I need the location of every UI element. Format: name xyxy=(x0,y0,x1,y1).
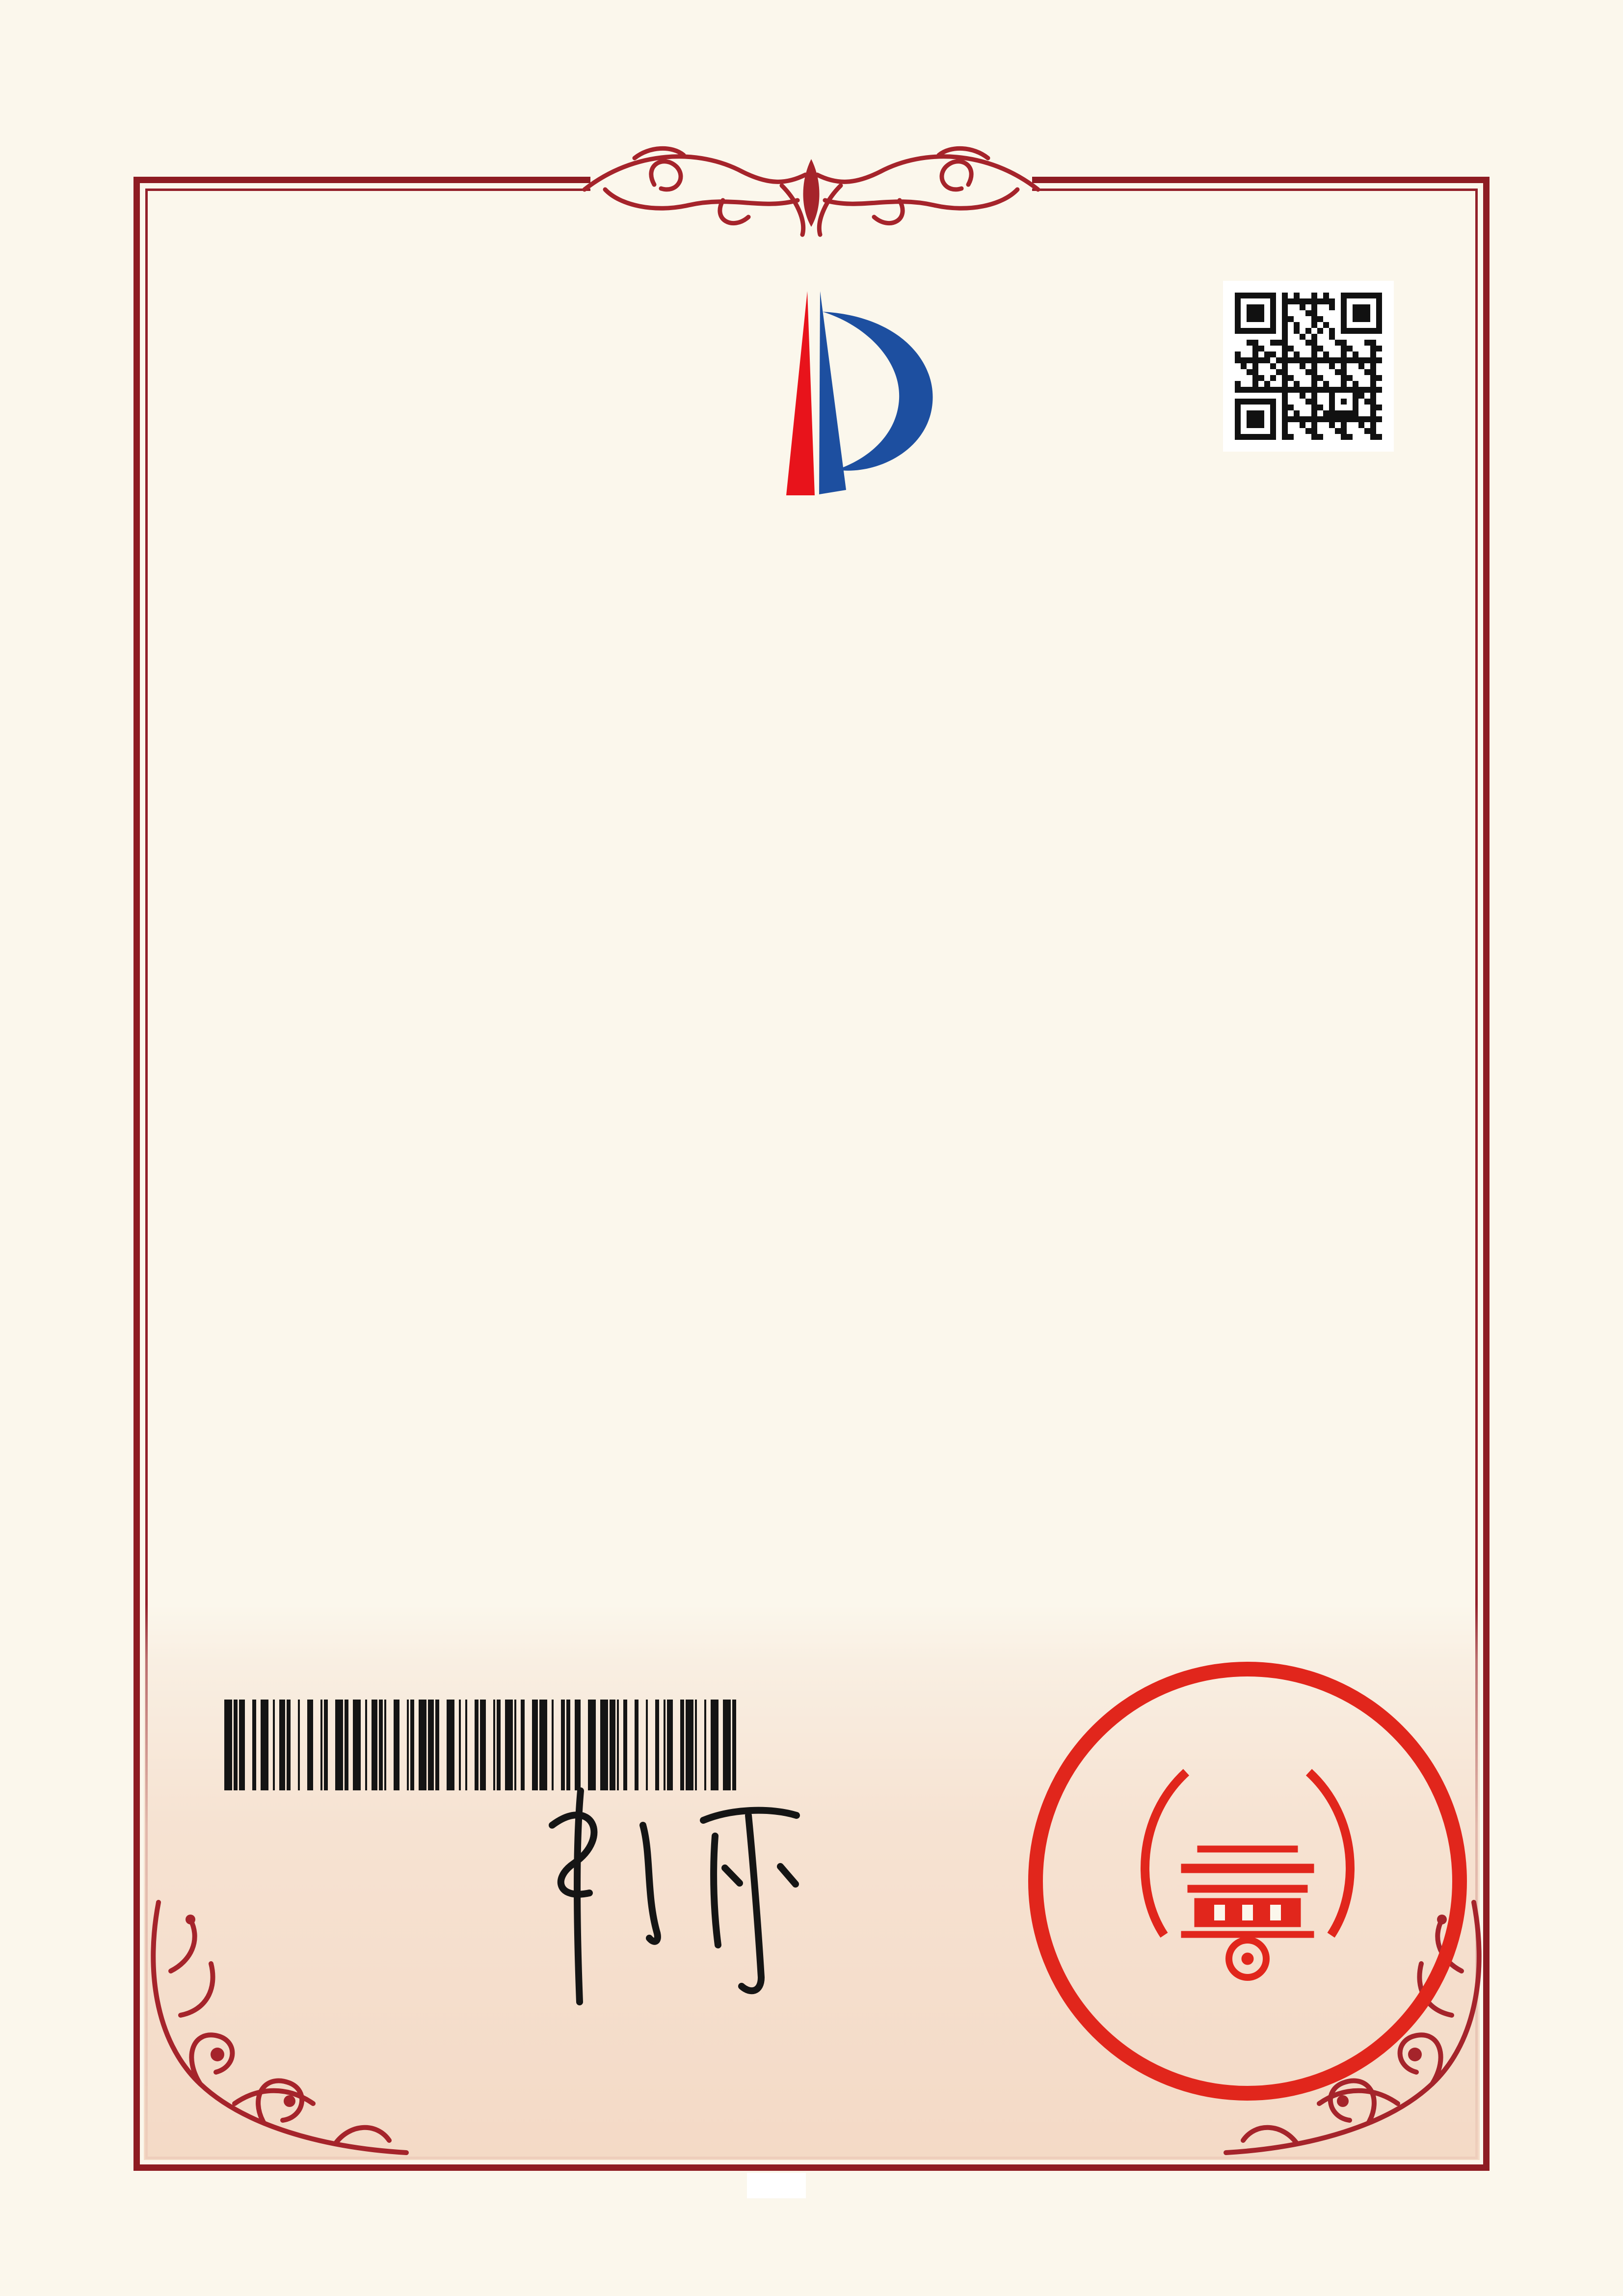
continuation-note xyxy=(747,2173,806,2198)
top-border-ornament xyxy=(576,127,1047,247)
director-signature xyxy=(493,1767,886,2023)
official-seal xyxy=(1022,1655,1473,2107)
field-row-invention-name xyxy=(217,679,227,715)
field-row-grant-date xyxy=(217,1273,227,1309)
qr-code xyxy=(1223,281,1394,452)
field-row-inventors xyxy=(217,780,227,815)
field-row-patentee xyxy=(217,1080,227,1116)
cnipa-logo-icon xyxy=(691,287,936,498)
field-row-address xyxy=(217,1172,227,1220)
corner-flourish-left xyxy=(112,1892,416,2187)
field-row-patent-number xyxy=(217,880,227,916)
field-row-filing-date xyxy=(217,980,227,1016)
